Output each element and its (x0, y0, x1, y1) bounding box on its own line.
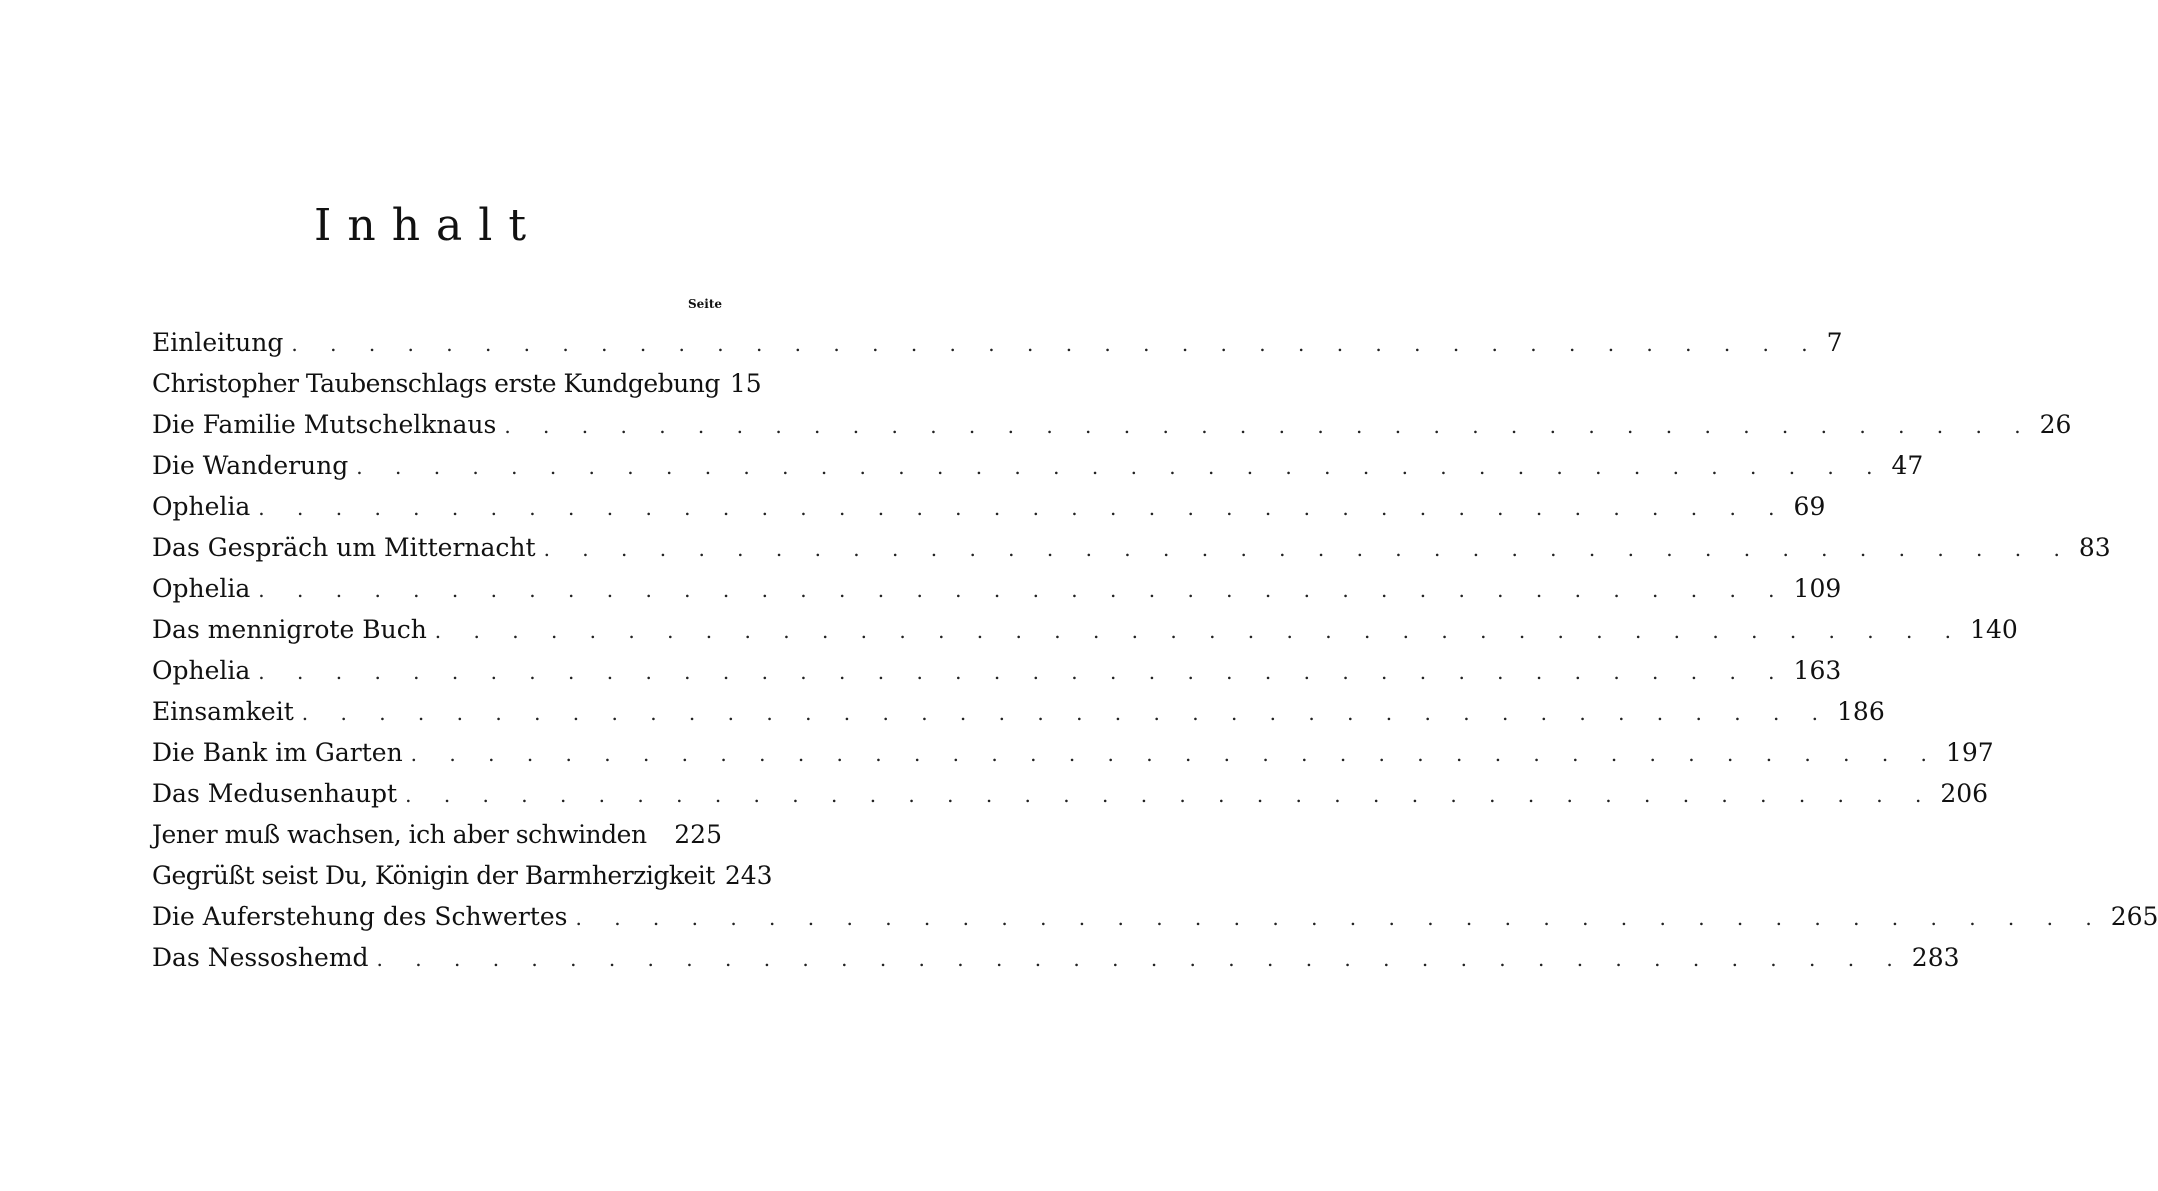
toc-entry-page: 83 (2078, 533, 2111, 562)
toc-entry (152, 937, 1960, 978)
toc-entry-title: Die Wanderung (152, 451, 349, 480)
toc-entry-title: Gegrüßt seist Du, Königin der Barmherzigkeit (152, 861, 715, 890)
toc-dot-leader: . . . . . . . . . . . . . . . . . . . . . . . . . . . . . . . . . . . . . . . . (410, 742, 1940, 766)
toc-entry-title: Das Gespräch um Mitternacht (152, 533, 536, 562)
toc-entry-title: Einsamkeit (152, 697, 294, 726)
toc-entry (152, 404, 2072, 445)
toc-entry-page: 225 (674, 820, 722, 849)
page-title: Inhalt (313, 200, 543, 251)
toc-entry-page: 26 (2039, 410, 2072, 439)
toc-entry-page: 7 (1826, 328, 1843, 357)
toc-entry-title: Christopher Taubenschlags erste Kundgebung (152, 369, 720, 398)
toc-entry-title: Die Auferstehung des Schwertes (152, 902, 568, 931)
toc-dot-leader: . . . . . . . . . . . . . . . . . . . . . . . . . . . . . . . . . . . . . . . . (376, 947, 1906, 971)
toc-dot-leader: . . . . . . . . . . . . . . . . . . . . . . . . . . . . . . . . . . . . . . . . (504, 414, 2034, 438)
toc-dot-leader: . . . . . . . . . . . . . . . . . . . . . . . . . . . . . . . . . . . . . . . . (575, 906, 2105, 930)
toc-dot-leader: . . . . . . . . . . . . . . . . . . . . . . . . . . . . . . . . . . . . . . . . (291, 332, 1821, 356)
toc-entry-title: Ophelia (152, 656, 251, 685)
toc-entry (152, 445, 1924, 486)
toc-entry (152, 896, 2158, 937)
toc-entry-page: 69 (1793, 492, 1826, 521)
toc-entry-page: 186 (1837, 697, 1885, 726)
toc-entry (152, 732, 1994, 773)
toc-entry (152, 691, 1885, 732)
toc-entry (152, 363, 762, 404)
toc-dot-leader: . . . . . . . . . . . . . . . . . . . . . . . . . . . . . . . . . . . . . . . . (543, 537, 2073, 561)
toc-entry-title: Jener muß wachsen, ich aber schwinden (152, 820, 647, 849)
toc-entry (152, 650, 1842, 691)
toc-entry-page: 47 (1891, 451, 1924, 480)
toc-entry-title: Das mennigrote Buch (152, 615, 427, 644)
toc-entry-title: Die Bank im Garten (152, 738, 403, 767)
toc-entry-title: Ophelia (152, 574, 251, 603)
toc-entry-page: 163 (1793, 656, 1842, 685)
toc-dot-leader: . . . . . . . . . . . . . . . . . . . . . . . . . . . . . . . . . . . . . . . . (434, 619, 1965, 643)
toc-entry-title: Die Familie Mutschelknaus (152, 410, 497, 439)
toc-entry (152, 773, 1989, 814)
toc-entry-title: Das Nessoshemd (152, 943, 369, 972)
toc-entry-page: 109 (1793, 574, 1842, 603)
toc-entry-title: Das Medusenhaupt (152, 779, 398, 808)
toc-dot-leader: . . . . . . . . . . . . . . . . . . . . . . . . . . . . . . . . . . . . . . . . (301, 701, 1832, 725)
toc-entry (152, 568, 1842, 609)
toc-dot-leader: . . . . . . . . . . . . . . . . . . . . . . . . . . . . . . . . . . . . . . . . (258, 660, 1788, 684)
toc-entry (152, 486, 1826, 527)
toc-entry (152, 322, 1843, 363)
toc-entry (152, 855, 773, 896)
toc-entry-page: 243 (724, 861, 773, 890)
toc-entry (152, 527, 2111, 568)
toc-dot-leader: . . . . . . . . . . . . . . . . . . . . . . . . . . . . . . . . . . . . . . . . (405, 783, 1935, 807)
toc-entry-title: Ophelia (152, 492, 251, 521)
toc-entry-page: 140 (1970, 615, 2018, 644)
toc-dot-leader: . . . . . . . . . . . . . . . . . . . . . . . . . . . . . . . . . . . . . . . . (258, 578, 1788, 602)
toc-entry-page: 283 (1911, 943, 1960, 972)
toc-dot-leader: . . . . . . . . . . . . . . . . . . . . . . . . . . . . . . . . . . . . . . . . (258, 496, 1788, 520)
table-of-contents (152, 322, 2158, 978)
toc-entry-page: 197 (1945, 738, 1994, 767)
toc-entry-page: 15 (729, 369, 762, 398)
toc-entry-page: 206 (1940, 779, 1989, 808)
toc-entry (152, 609, 2018, 650)
toc-entry (152, 814, 722, 855)
toc-entry-title: Einleitung (152, 328, 284, 357)
page-column-label: Seite (687, 297, 722, 311)
toc-dot-leader: . . . . . . . . . . . . . . . . . . . . . . . . . . . . . . . . . . . . . . . . (356, 455, 1886, 479)
toc-entry-page: 265 (2110, 902, 2158, 931)
